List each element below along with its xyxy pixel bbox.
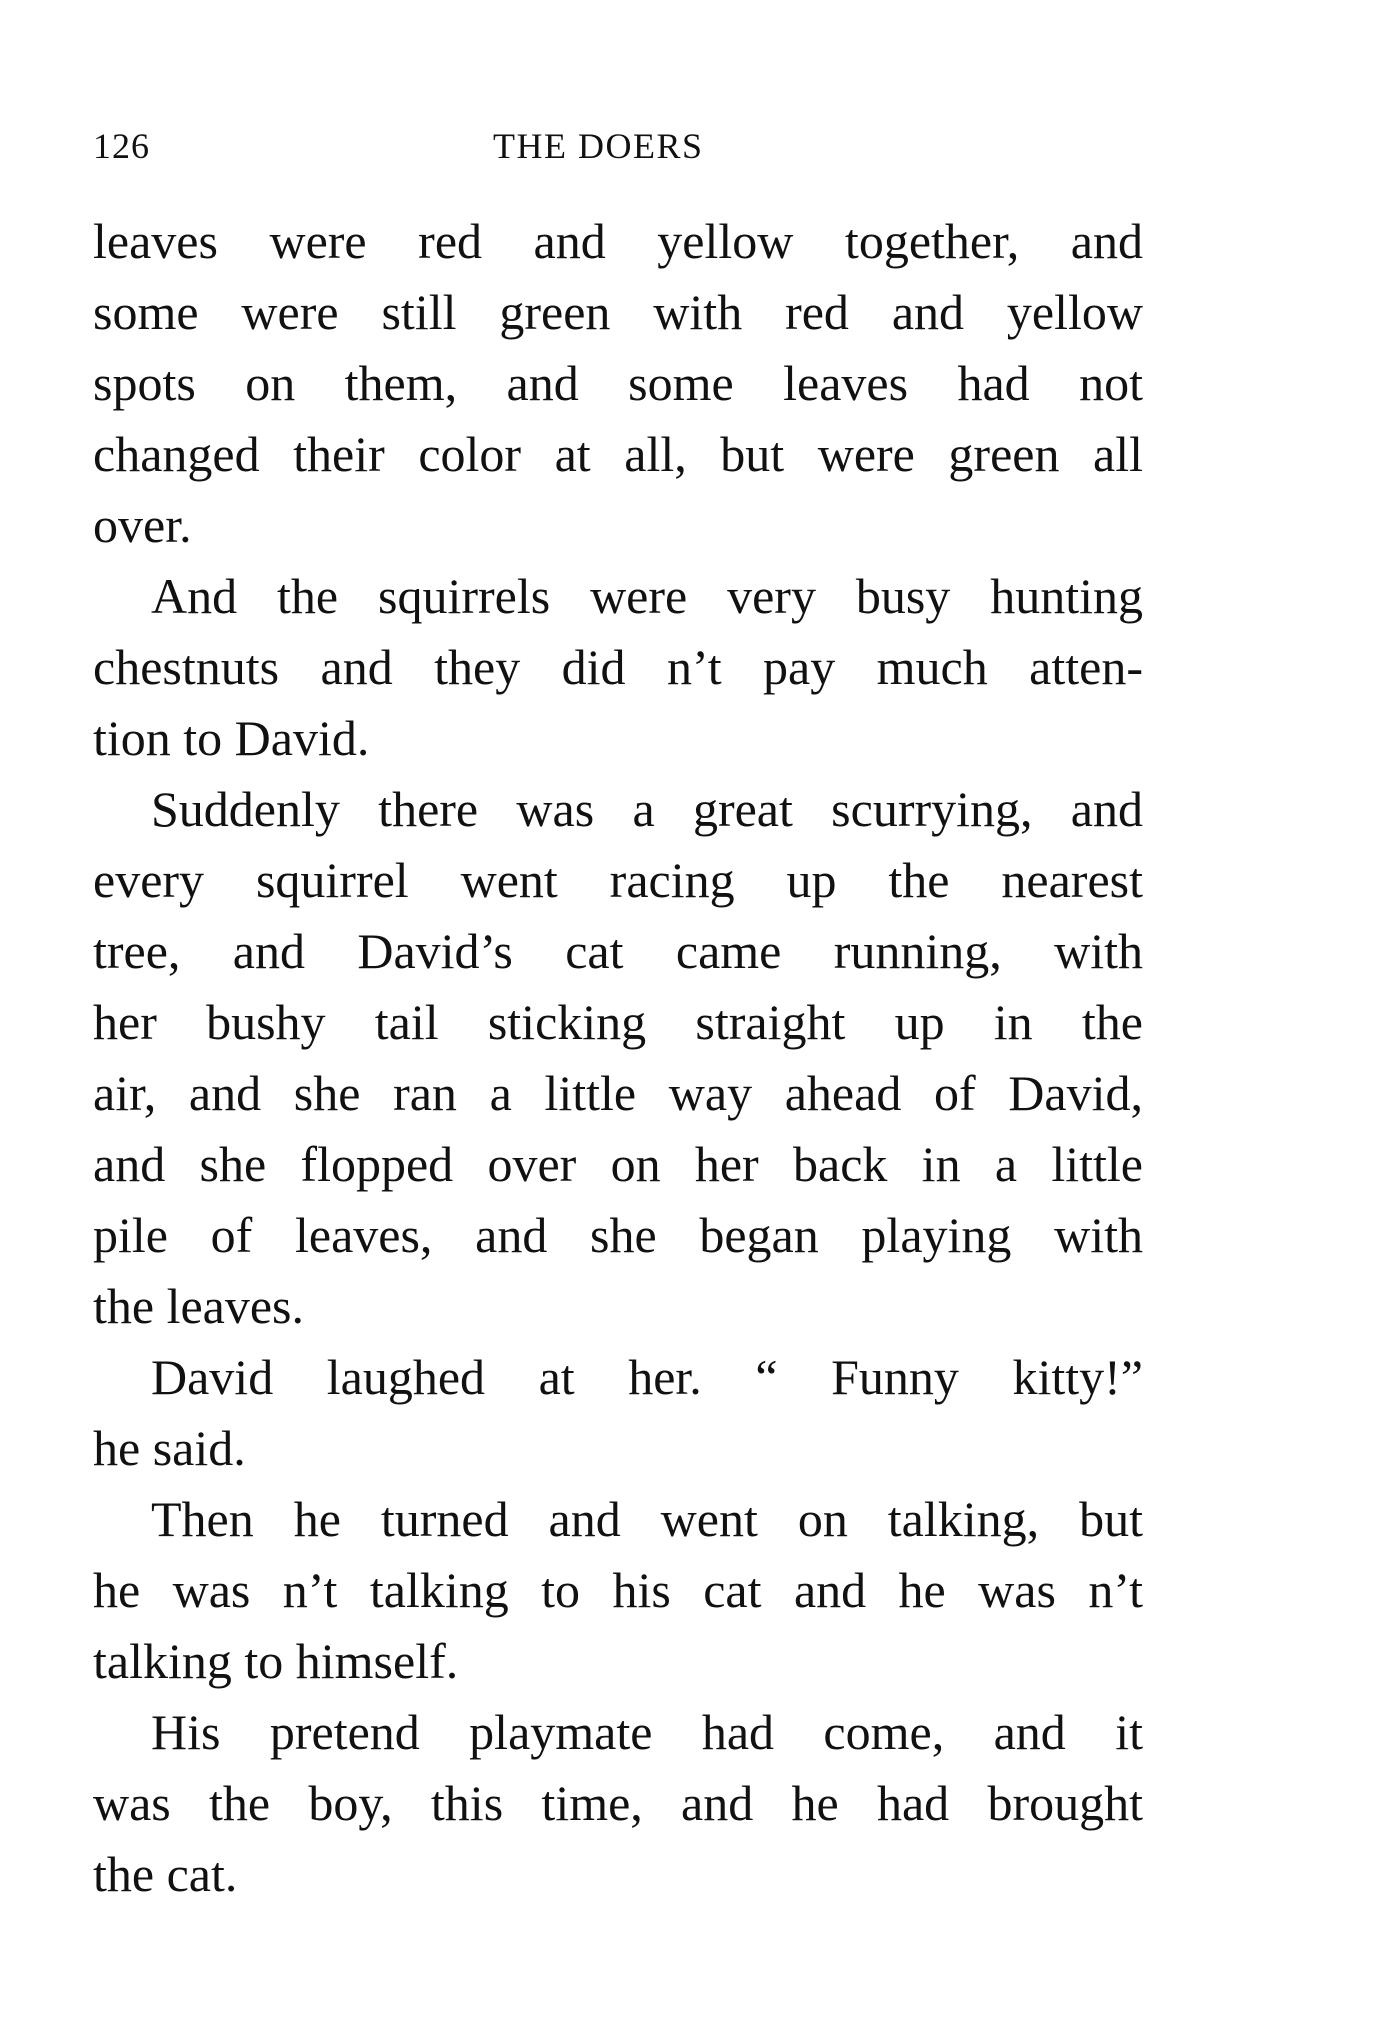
text-line: talking to himself. bbox=[93, 1633, 459, 1689]
text-line: some were still green with red and yellow bbox=[93, 284, 1143, 340]
text-line: over. bbox=[93, 497, 192, 553]
page-number: 126 bbox=[93, 126, 150, 166]
text-line: pile of leaves, and she began playing with bbox=[93, 1207, 1143, 1263]
paragraph-1 bbox=[93, 206, 1143, 561]
text-line: every squirrel went racing up the nearest bbox=[93, 852, 1143, 908]
text-line: chestnuts and they did n’t pay much atten- bbox=[93, 639, 1143, 695]
text-line: was the boy, this time, and he had brought bbox=[93, 1775, 1143, 1831]
paragraph-6 bbox=[93, 1697, 1143, 1910]
paragraph-2 bbox=[93, 561, 1143, 774]
text-line: spots on them, and some leaves had not bbox=[93, 355, 1143, 411]
text-line: His pretend playmate had come, and it bbox=[151, 1704, 1143, 1760]
text-line: David laughed at her. “ Funny kitty!” bbox=[151, 1349, 1143, 1405]
text-line: her bushy tail sticking straight up in the bbox=[93, 994, 1143, 1050]
text-line: And the squirrels were very busy hunting bbox=[151, 568, 1143, 624]
text-line: the cat. bbox=[93, 1846, 238, 1902]
text-line: the leaves. bbox=[93, 1278, 305, 1334]
text-line: he said. bbox=[93, 1420, 246, 1476]
body-text bbox=[93, 206, 1143, 1910]
text-line: tion to David. bbox=[93, 710, 370, 766]
text-line: Suddenly there was a great scurrying, and bbox=[151, 781, 1143, 837]
paragraph-5 bbox=[93, 1484, 1143, 1697]
running-head bbox=[93, 125, 1143, 175]
text-line: changed their color at all, but were green all bbox=[93, 426, 1143, 482]
running-title: THE DOERS bbox=[493, 126, 704, 166]
text-line: leaves were red and yellow together, and bbox=[93, 213, 1143, 269]
text-line: air, and she ran a little way ahead of David, bbox=[93, 1065, 1143, 1121]
paragraph-4 bbox=[93, 1342, 1143, 1484]
text-line: he was n’t talking to his cat and he was n’t bbox=[93, 1562, 1143, 1618]
text-line: and she flopped over on her back in a little bbox=[93, 1136, 1143, 1192]
text-line: Then he turned and went on talking, but bbox=[151, 1491, 1143, 1547]
text-line: tree, and David’s cat came running, with bbox=[93, 923, 1143, 979]
paragraph-3 bbox=[93, 774, 1143, 1342]
